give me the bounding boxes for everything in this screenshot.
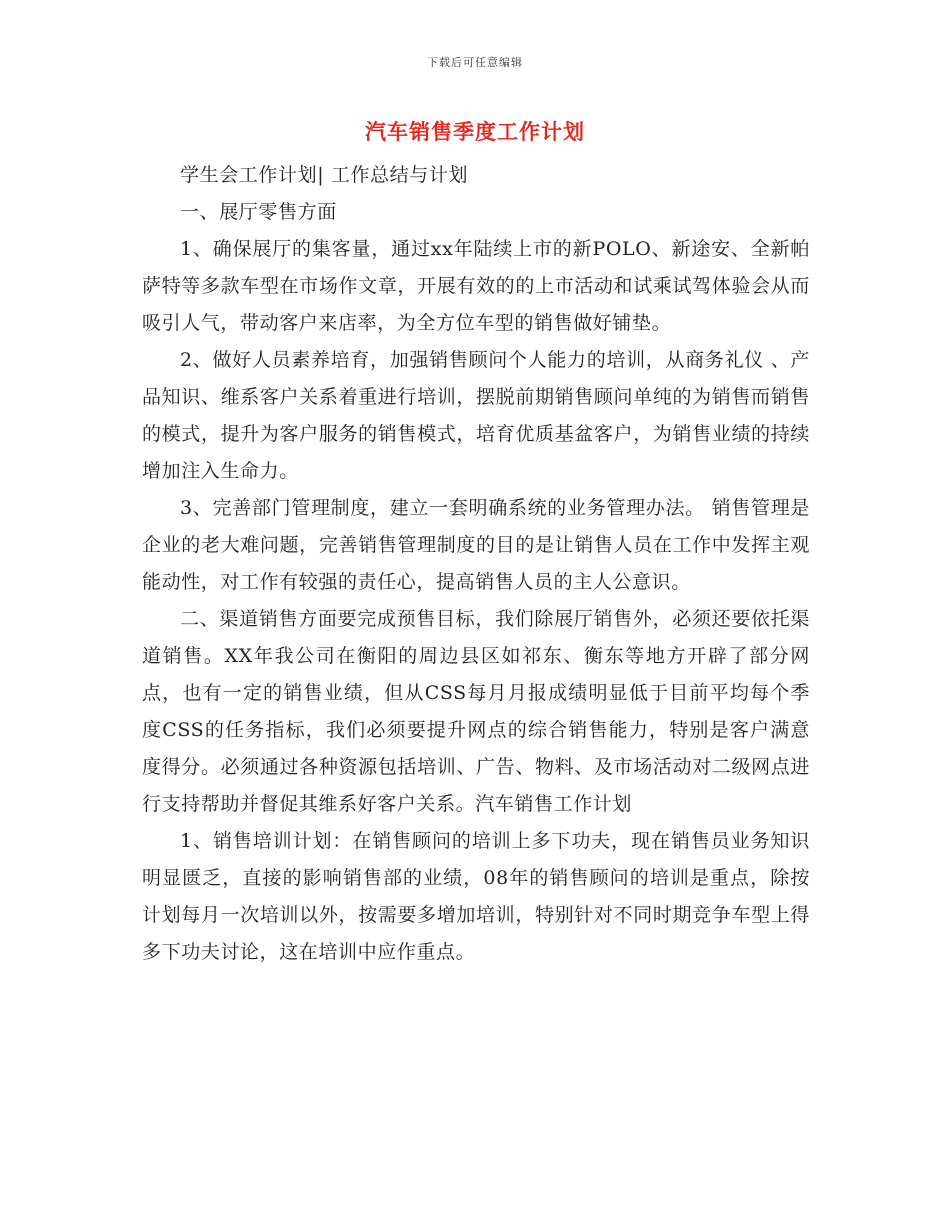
- document-body: [142, 157, 810, 971]
- paragraph-category: 学生会工作计划| 工作总结与计划: [180, 164, 469, 186]
- document-title: 汽车销售季度工作计划: [365, 119, 585, 144]
- paragraph-section-heading-showroom: 一、展厅零售方面: [180, 201, 337, 223]
- paragraph-staff-training: 2、做好人员素养培育，加强销售顾问个人能力的培训，从商务礼仪 、产品知识、维系客户关系着重进行培训，摆脱前期销售顾问单纯的为销售而销售的模式，提升为客户服务的销售模式，培育优质基盆客户，为销售业绩的持续增加注入生命力。: [142, 349, 810, 482]
- paragraph-management-system: 3、完善部门管理制度，建立一套明确系统的业务管理办法。 销售管理是企业的老大难问题，完善销售管理制度的目的是让销售人员在工作中发挥主观能动性，对工作有较强的责任心，提高销售人员的主人公意识。: [142, 497, 810, 593]
- paragraph-training-plan: 1、销售培训计划：在销售顾问的培训上多下功夫，现在销售员业务知识明显匮乏，直接的影响销售部的业绩，08年的销售顾问的培训是重点，除按计划每月一次培训以外，按需要多增加培训，特别针对不同时期竞争车型上得多下功夫讨论，这在培训中应作重点。: [142, 830, 810, 963]
- page-header: 下载后可任意编辑: [427, 56, 523, 69]
- paragraph-channel-sales: 二、渠道销售方面要完成预售目标，我们除展厅销售外，必须还要依托渠道销售。XX年我公司在衡阳的周边县区如祁东、衡东等地方开辟了部分网点，也有一定的销售业绩，但从CSS每月月报成绩明显低于目前平均每个季度CSS的任务指标，我们必须要提升网点的综合销售能力，特别是客户满意度得分。必须通过各种资源包括培训、广告、物料、及市场活动对二级网点进行支持帮助并督促其维系好客户关系。汽车销售工作计划: [142, 608, 810, 815]
- paragraph-showroom-traffic: 1、确保展厅的集客量，通过xx年陆续上市的新POLO、新途安、全新帕萨特等多款车型在市场作文章，开展有效的的上市活动和试乘试驾体验会从而吸引人气，带动客户来店率，为全方位车型的销售做好铺垫。: [142, 238, 810, 334]
